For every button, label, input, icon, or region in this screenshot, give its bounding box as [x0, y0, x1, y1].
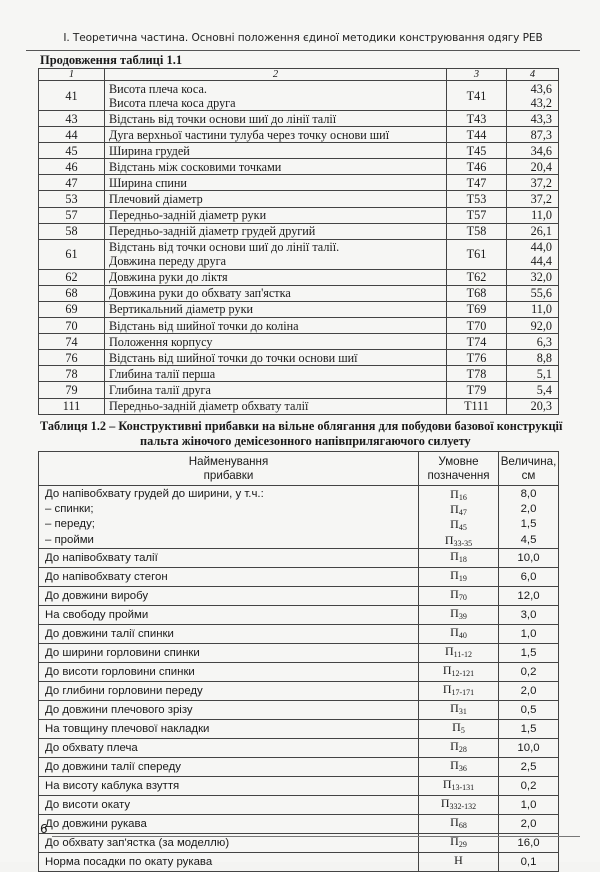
cell-allowance-name: До глибини горловини переду	[39, 681, 419, 700]
cell-number: 57	[39, 207, 105, 223]
cell-symbol: Т58	[447, 223, 507, 239]
cell-symbol: Т111	[447, 398, 507, 414]
cell-symbol: Т68	[447, 285, 507, 301]
cell-number: 69	[39, 301, 105, 317]
cell-value: 11,0	[507, 207, 559, 223]
table-row	[39, 719, 559, 738]
cell-allowance-value: 2,0	[499, 681, 559, 700]
column-number: 2	[105, 69, 447, 81]
cell-description: Відстань від шийної точки до коліна	[105, 318, 447, 334]
cell-description: Ширина грудей	[105, 143, 447, 159]
cell-description: Ширина спини	[105, 175, 447, 191]
cell-description: Дуга верхньої частини тулуба через точку основи шиї	[105, 127, 447, 143]
cell-symbol: Т62	[447, 269, 507, 285]
table-row	[39, 662, 559, 681]
cell-value: 26,1	[507, 223, 559, 239]
table-row-group	[39, 486, 559, 549]
cell-description: Довжина руки до обхвату зап'ястка	[105, 285, 447, 301]
cell-number: 61	[39, 239, 105, 269]
cell-allowance-value: 10,0	[499, 738, 559, 757]
cell-value: 43,3	[507, 111, 559, 127]
cell-allowance-symbol: $П_{68}$	[419, 814, 499, 833]
cell-symbol: Т61	[447, 239, 507, 269]
cell-symbol: Т45	[447, 143, 507, 159]
cell-symbol: Т47	[447, 175, 507, 191]
cell-value: 55,6	[507, 285, 559, 301]
cell-allowance-name: На свободу пройми	[39, 605, 419, 624]
cell-allowance-value: 0,1	[499, 852, 559, 871]
cell-number: 58	[39, 223, 105, 239]
cell-value: 20,3	[507, 398, 559, 414]
cell-allowance-value: 0,5	[499, 700, 559, 719]
group-symbols: $П_{16}$ $П_{47}$ $П_{45}$ $П_{33-35}$	[419, 486, 499, 549]
cell-allowance-value: 1,0	[499, 624, 559, 643]
table-row	[39, 738, 559, 757]
cell-number: 76	[39, 350, 105, 366]
table-row	[39, 398, 559, 414]
cell-symbol: Т76	[447, 350, 507, 366]
cell-allowance-name: До обхвату зап'ястка (за моделлю)	[39, 833, 419, 852]
cell-description: Відстань від точки основи шиї до лінії талії	[105, 111, 447, 127]
cell-allowance-name: До довжини виробу	[39, 586, 419, 605]
cell-symbol: Т57	[447, 207, 507, 223]
cell-allowance-value: 10,0	[499, 548, 559, 567]
cell-description: Передньо-задній діаметр обхвату талії	[105, 398, 447, 414]
cell-value: 5,1	[507, 366, 559, 382]
cell-number: 43	[39, 111, 105, 127]
running-header: І. Теоретична частина. Основні положення єдиної методики конструювання одягу РЕВ	[63, 32, 543, 44]
column-number: 4	[507, 69, 559, 81]
table-row	[39, 207, 559, 223]
header-symbol: Умовне позначення	[419, 452, 499, 486]
cell-value: 92,0	[507, 318, 559, 334]
table-row	[39, 814, 559, 833]
cell-value: 5,4	[507, 382, 559, 398]
table2-caption	[40, 419, 580, 449]
table-row	[39, 159, 559, 175]
cell-number: 45	[39, 143, 105, 159]
cell-value: 43,6 43,2	[507, 81, 559, 111]
cell-number: 68	[39, 285, 105, 301]
table-row	[39, 776, 559, 795]
cell-description: Плечовий діаметр	[105, 191, 447, 207]
cell-number: 74	[39, 334, 105, 350]
cell-allowance-name: До висоти горловини спинки	[39, 662, 419, 681]
table-row	[39, 567, 559, 586]
cell-symbol: Т79	[447, 382, 507, 398]
cell-allowance-name: На висоту каблука взуття	[39, 776, 419, 795]
group-names: До напівобхвату грудей до ширини, у т.ч.: – спинки; – переду; – пройми	[39, 486, 419, 549]
cell-allowance-symbol: $П_{18}$	[419, 548, 499, 567]
cell-description: Глибина талії перша	[105, 366, 447, 382]
cell-number: 78	[39, 366, 105, 382]
cell-allowance-symbol: $П_{332-132}$	[419, 795, 499, 814]
cell-value: 8,8	[507, 350, 559, 366]
cell-allowance-name: До довжини рукава	[39, 814, 419, 833]
cell-description: Передньо-задній діаметр руки	[105, 207, 447, 223]
cell-description: Передньо-задній діаметр грудей другий	[105, 223, 447, 239]
cell-allowance-name: До обхвату плеча	[39, 738, 419, 757]
table-row	[39, 643, 559, 662]
page-number: 6	[40, 822, 48, 836]
cell-number: 47	[39, 175, 105, 191]
table-row	[39, 111, 559, 127]
cell-number: 79	[39, 382, 105, 398]
cell-symbol: Т43	[447, 111, 507, 127]
cell-value: 11,0	[507, 301, 559, 317]
cell-number: 62	[39, 269, 105, 285]
cell-value: 20,4	[507, 159, 559, 175]
table-row	[39, 239, 559, 269]
cell-allowance-symbol: $П_{28}$	[419, 738, 499, 757]
cell-symbol: Т41	[447, 81, 507, 111]
table2-caption-line1: Таблиця 1.2 – Конструктивні прибавки на вільне облягання для побудови базової конструкції	[40, 419, 563, 433]
cell-symbol: Т46	[447, 159, 507, 175]
cell-value: 6,3	[507, 334, 559, 350]
cell-allowance-name: На товщину плечової накладки	[39, 719, 419, 738]
column-number: 1	[39, 69, 105, 81]
cell-allowance-name: До висоти окату	[39, 795, 419, 814]
column-number: 3	[447, 69, 507, 81]
table-row	[39, 700, 559, 719]
table-row	[39, 757, 559, 776]
cell-allowance-name: До довжини плечового зрізу	[39, 700, 419, 719]
cell-allowance-symbol: $П_{36}$	[419, 757, 499, 776]
cell-description: Глибина талії друга	[105, 382, 447, 398]
cell-description: Вертикальний діаметр руки	[105, 301, 447, 317]
table-row	[39, 586, 559, 605]
table1-column-numbers	[39, 69, 559, 81]
cell-symbol: Т53	[447, 191, 507, 207]
table-row	[39, 795, 559, 814]
table-row	[39, 681, 559, 700]
cell-description: Відстань від точки основи шиї до лінії талії. Довжина переду друга	[105, 239, 447, 269]
cell-value: 37,2	[507, 191, 559, 207]
cell-allowance-value: 0,2	[499, 776, 559, 795]
cell-allowance-symbol: $П_{11-12}$	[419, 643, 499, 662]
table-row	[39, 81, 559, 111]
footer-rule	[52, 836, 580, 837]
cell-number: 41	[39, 81, 105, 111]
cell-allowance-value: 1,5	[499, 643, 559, 662]
cell-allowance-value: 6,0	[499, 567, 559, 586]
table2-header-row	[39, 452, 559, 486]
cell-allowance-symbol: $П_{40}$	[419, 624, 499, 643]
table-row	[39, 624, 559, 643]
table-measurements	[38, 68, 559, 415]
table-row	[39, 143, 559, 159]
header-value: Величина, см	[499, 452, 559, 486]
header-name: Найменування прибавки	[39, 452, 419, 486]
cell-symbol: Т69	[447, 301, 507, 317]
cell-value: 32,0	[507, 269, 559, 285]
table-row	[39, 127, 559, 143]
cell-value: 34,6	[507, 143, 559, 159]
table2-caption-line2: пальта жіночого демісезонного напівприлягаючого силуету	[140, 434, 471, 448]
cell-allowance-value: 12,0	[499, 586, 559, 605]
cell-value: 87,3	[507, 127, 559, 143]
cell-allowance-symbol: $П_{29}$	[419, 833, 499, 852]
cell-number: 53	[39, 191, 105, 207]
cell-description: Положення корпусу	[105, 334, 447, 350]
table1-caption: Продовження таблиці 1.1	[40, 53, 183, 67]
cell-symbol: Т74	[447, 334, 507, 350]
cell-allowance-name: Норма посадки по окату рукава	[39, 852, 419, 871]
cell-allowance-symbol: $П_{19}$	[419, 567, 499, 586]
cell-number: 44	[39, 127, 105, 143]
cell-allowance-value: 2,5	[499, 757, 559, 776]
table-row	[39, 548, 559, 567]
cell-number: 70	[39, 318, 105, 334]
cell-allowance-symbol: $П_{17-171}$	[419, 681, 499, 700]
table-row	[39, 318, 559, 334]
cell-symbol: Т70	[447, 318, 507, 334]
cell-description: Висота плеча коса. Висота плеча коса друга	[105, 81, 447, 111]
cell-description: Довжина руки до ліктя	[105, 269, 447, 285]
cell-description: Відстань від шийної точки до точки основи шиї	[105, 350, 447, 366]
table-row	[39, 301, 559, 317]
cell-value: 44,0 44,4	[507, 239, 559, 269]
table-row	[39, 382, 559, 398]
cell-allowance-symbol: $П_{39}$	[419, 605, 499, 624]
cell-allowance-value: 1,5	[499, 719, 559, 738]
group-values: 8,0 2,0 1,5 4,5	[499, 486, 559, 549]
table-allowances	[38, 451, 559, 872]
cell-allowance-value: 1,0	[499, 795, 559, 814]
table-row	[39, 191, 559, 207]
cell-allowance-symbol: Н	[419, 852, 499, 871]
cell-allowance-value: 2,0	[499, 814, 559, 833]
table-row	[39, 366, 559, 382]
cell-description: Відстань між сосковими точками	[105, 159, 447, 175]
cell-allowance-symbol: $П_{13-131}$	[419, 776, 499, 795]
cell-allowance-symbol: $П_{12-121}$	[419, 662, 499, 681]
cell-number: 46	[39, 159, 105, 175]
table-row	[39, 175, 559, 191]
cell-allowance-symbol: $П_{31}$	[419, 700, 499, 719]
cell-allowance-name: До довжини талії спереду	[39, 757, 419, 776]
table-row	[39, 285, 559, 301]
cell-allowance-name: До напівобхвату талії	[39, 548, 419, 567]
cell-allowance-symbol: $П_5$	[419, 719, 499, 738]
cell-allowance-name: До ширини горловини спинки	[39, 643, 419, 662]
cell-allowance-value: 16,0	[499, 833, 559, 852]
cell-allowance-name: До напівобхвату стегон	[39, 567, 419, 586]
header-rule	[26, 50, 580, 51]
cell-allowance-value: 3,0	[499, 605, 559, 624]
cell-symbol: Т44	[447, 127, 507, 143]
table-row	[39, 605, 559, 624]
cell-number: 111	[39, 398, 105, 414]
table-row	[39, 223, 559, 239]
cell-allowance-symbol: $П_{70}$	[419, 586, 499, 605]
table-row	[39, 269, 559, 285]
table-row	[39, 350, 559, 366]
cell-symbol: Т78	[447, 366, 507, 382]
cell-value: 37,2	[507, 175, 559, 191]
cell-allowance-value: 0,2	[499, 662, 559, 681]
cell-allowance-name: До довжини талії спинки	[39, 624, 419, 643]
table-row	[39, 334, 559, 350]
